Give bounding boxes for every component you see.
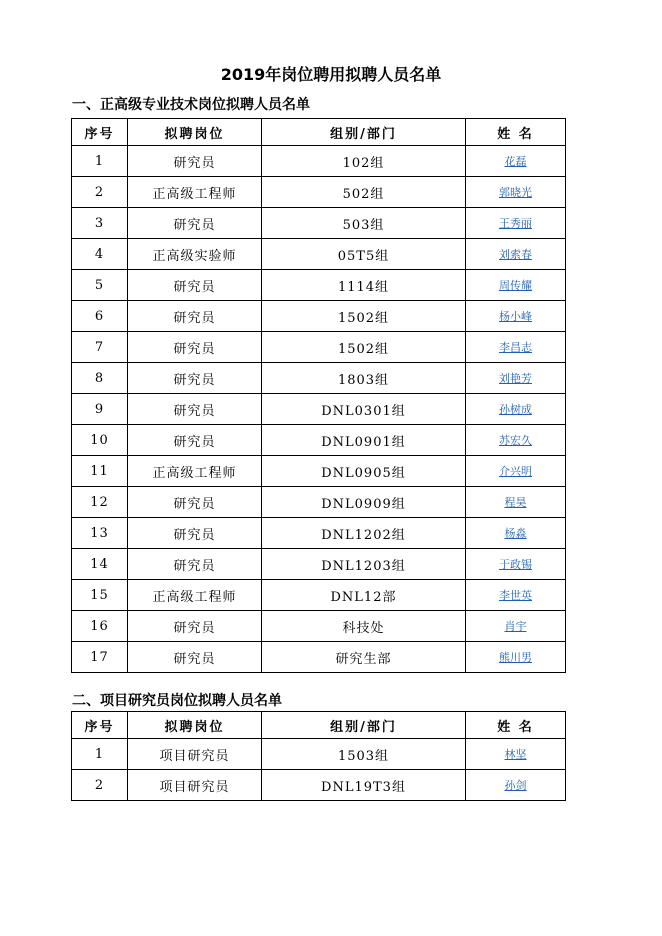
table-row <box>72 770 566 801</box>
row-number: 4 <box>72 239 128 270</box>
table-row <box>72 301 566 332</box>
group-cell: 1502组 <box>262 332 466 363</box>
section-heading-project: 二、项目研究员岗位拟聘人员名单 <box>72 693 282 709</box>
post-cell: 研究员 <box>128 332 262 363</box>
project-staff-rows <box>72 739 566 801</box>
post-cell: 研究员 <box>128 394 262 425</box>
name-link[interactable]: 花磊 <box>504 155 527 168</box>
senior-staff-rows <box>72 146 566 673</box>
post-cell: 研究员 <box>128 363 262 394</box>
row-number: 16 <box>72 611 128 642</box>
name-cell <box>466 580 566 611</box>
group-cell: DNL1203组 <box>262 549 466 580</box>
table-row <box>72 456 566 487</box>
row-number: 17 <box>72 642 128 673</box>
table-row <box>72 270 566 301</box>
table-header-row <box>72 119 566 146</box>
name-link[interactable]: 刘艳芳 <box>499 372 532 385</box>
post-cell: 正高级工程师 <box>128 456 262 487</box>
name-link[interactable]: 程昊 <box>504 496 527 509</box>
post-cell: 研究员 <box>128 425 262 456</box>
table-row <box>72 487 566 518</box>
name-cell <box>466 332 566 363</box>
name-cell <box>466 487 566 518</box>
post-cell: 项目研究员 <box>128 739 262 770</box>
group-cell: DNL0301组 <box>262 394 466 425</box>
post-cell: 研究员 <box>128 270 262 301</box>
header-post: 拟聘岗位 <box>128 119 262 146</box>
table-row <box>72 177 566 208</box>
row-number: 15 <box>72 580 128 611</box>
post-cell: 研究员 <box>128 549 262 580</box>
table-row <box>72 394 566 425</box>
table-row <box>72 208 566 239</box>
name-link[interactable]: 苏宏久 <box>499 434 532 447</box>
name-link[interactable]: 李世英 <box>499 589 532 602</box>
table-row <box>72 239 566 270</box>
post-cell: 研究员 <box>128 642 262 673</box>
group-cell: DNL12部 <box>262 580 466 611</box>
header-group: 组别/部门 <box>262 712 466 739</box>
name-link[interactable]: 于政锡 <box>499 558 532 571</box>
post-cell: 研究员 <box>128 146 262 177</box>
senior-staff-table <box>71 118 566 673</box>
post-cell: 正高级工程师 <box>128 580 262 611</box>
name-cell <box>466 146 566 177</box>
row-number: 2 <box>72 770 128 801</box>
group-cell: DNL0905组 <box>262 456 466 487</box>
name-link[interactable]: 林坚 <box>504 748 527 761</box>
table-row <box>72 146 566 177</box>
row-number: 13 <box>72 518 128 549</box>
name-link[interactable]: 刘索春 <box>499 248 532 261</box>
group-cell: 1502组 <box>262 301 466 332</box>
name-link[interactable]: 周传耀 <box>499 279 532 292</box>
table-row <box>72 332 566 363</box>
name-link[interactable]: 介兴明 <box>499 465 532 478</box>
group-cell: 1114组 <box>262 270 466 301</box>
post-cell: 研究员 <box>128 518 262 549</box>
project-staff-table <box>71 711 566 801</box>
name-cell <box>466 363 566 394</box>
table-row <box>72 642 566 673</box>
group-cell: 503组 <box>262 208 466 239</box>
name-cell <box>466 239 566 270</box>
row-number: 1 <box>72 739 128 770</box>
name-link[interactable]: 孙树成 <box>499 403 532 416</box>
name-link[interactable]: 熊川男 <box>499 651 532 664</box>
table-row <box>72 518 566 549</box>
post-cell: 正高级实验师 <box>128 239 262 270</box>
name-link[interactable]: 杨小峰 <box>499 310 532 323</box>
post-cell: 研究员 <box>128 301 262 332</box>
name-link[interactable]: 郭晓光 <box>499 186 532 199</box>
name-cell <box>466 642 566 673</box>
table-row <box>72 580 566 611</box>
name-link[interactable]: 王秀丽 <box>499 217 532 230</box>
row-number: 12 <box>72 487 128 518</box>
group-cell: 1803组 <box>262 363 466 394</box>
header-group: 组别/部门 <box>262 119 466 146</box>
row-number: 11 <box>72 456 128 487</box>
name-cell <box>466 301 566 332</box>
row-number: 1 <box>72 146 128 177</box>
name-cell <box>466 425 566 456</box>
row-number: 9 <box>72 394 128 425</box>
table-header-row <box>72 712 566 739</box>
row-number: 8 <box>72 363 128 394</box>
name-cell <box>466 456 566 487</box>
header-name: 姓 名 <box>466 712 566 739</box>
group-cell: 科技处 <box>262 611 466 642</box>
group-cell: 102组 <box>262 146 466 177</box>
table-row <box>72 363 566 394</box>
header-no: 序号 <box>72 712 128 739</box>
group-cell: DNL0901组 <box>262 425 466 456</box>
row-number: 5 <box>72 270 128 301</box>
page-title: 2019年岗位聘用拟聘人员名单 <box>220 65 442 84</box>
header-name: 姓 名 <box>466 119 566 146</box>
row-number: 3 <box>72 208 128 239</box>
group-cell: 502组 <box>262 177 466 208</box>
group-cell: 1503组 <box>262 739 466 770</box>
name-cell <box>466 394 566 425</box>
post-cell: 研究员 <box>128 611 262 642</box>
name-cell <box>466 270 566 301</box>
header-no: 序号 <box>72 119 128 146</box>
name-cell <box>466 611 566 642</box>
group-cell: DNL19T3组 <box>262 770 466 801</box>
post-cell: 研究员 <box>128 208 262 239</box>
table-row <box>72 611 566 642</box>
name-cell <box>466 208 566 239</box>
post-cell: 项目研究员 <box>128 770 262 801</box>
post-cell: 正高级工程师 <box>128 177 262 208</box>
name-cell <box>466 177 566 208</box>
name-link[interactable]: 杨淼 <box>504 527 527 540</box>
name-link[interactable]: 孙剑 <box>504 779 527 792</box>
row-number: 10 <box>72 425 128 456</box>
table-row <box>72 425 566 456</box>
row-number: 2 <box>72 177 128 208</box>
group-cell: 研究生部 <box>262 642 466 673</box>
section-heading-senior: 一、正高级专业技术岗位拟聘人员名单 <box>72 97 310 113</box>
table-row <box>72 739 566 770</box>
name-cell <box>466 739 566 770</box>
group-cell: DNL0909组 <box>262 487 466 518</box>
name-cell <box>466 518 566 549</box>
name-cell <box>466 770 566 801</box>
row-number: 6 <box>72 301 128 332</box>
post-cell: 研究员 <box>128 487 262 518</box>
name-link[interactable]: 肖宇 <box>504 620 527 633</box>
group-cell: 05T5组 <box>262 239 466 270</box>
name-cell <box>466 549 566 580</box>
row-number: 7 <box>72 332 128 363</box>
group-cell: DNL1202组 <box>262 518 466 549</box>
name-link[interactable]: 李昌志 <box>499 341 532 354</box>
row-number: 14 <box>72 549 128 580</box>
table-row <box>72 549 566 580</box>
header-post: 拟聘岗位 <box>128 712 262 739</box>
